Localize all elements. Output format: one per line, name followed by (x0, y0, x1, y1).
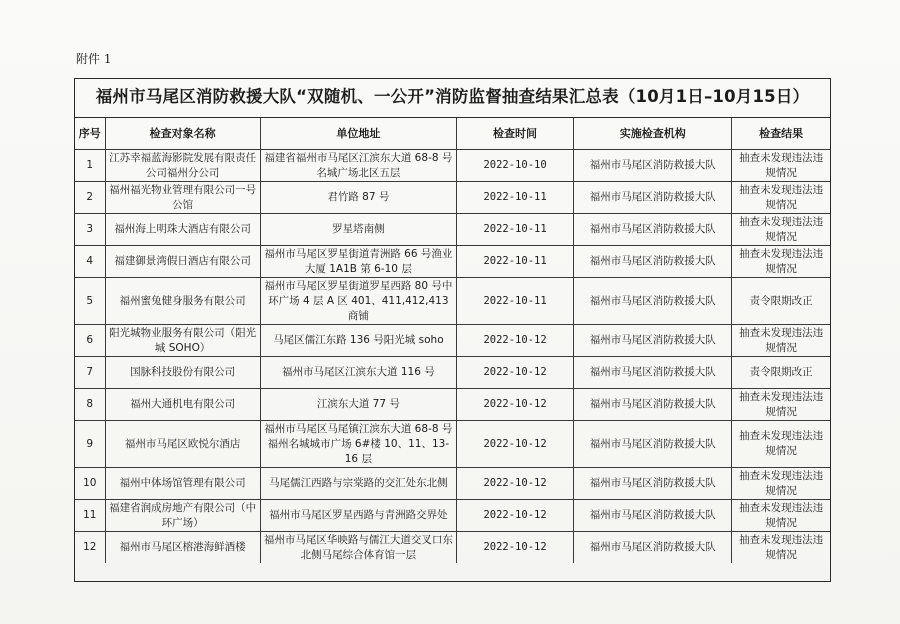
row-agency: 福州市马尾区消防救援大队 (574, 214, 732, 246)
row-object-name: 国脉科技股份有限公司 (105, 357, 260, 389)
row-serial: 11 (75, 500, 105, 532)
document-title: 福州市马尾区消防救援大队“双随机、一公开”消防监督抽查结果汇总表（10月1日–10月15日） (75, 79, 830, 118)
row-agency: 福州市马尾区消防救援大队 (574, 150, 732, 182)
row-object-name: 福州市马尾区榕港海鲜酒楼 (105, 532, 260, 564)
row-address: 江滨东大道 77 号 (260, 389, 456, 421)
row-agency: 福州市马尾区消防救援大队 (574, 500, 732, 532)
row-result: 抽查未发现违法违规情况 (732, 150, 830, 182)
row-serial: 6 (75, 325, 105, 357)
table-row (75, 278, 830, 325)
row-agency: 福州市马尾区消防救援大队 (574, 325, 732, 357)
row-serial: 1 (75, 150, 105, 182)
row-serial: 3 (75, 214, 105, 246)
table-row (75, 246, 830, 278)
table-row (75, 182, 830, 214)
row-address: 马尾儒江西路与宗棠路的交汇处东北侧 (260, 468, 456, 500)
table-row (75, 389, 830, 421)
row-object-name: 江苏幸福蓝海影院发展有限责任公司福州分公司 (105, 150, 260, 182)
row-object-name: 福州蜜兔健身服务有限公司 (105, 278, 260, 325)
row-result: 责令限期改正 (732, 357, 830, 389)
row-date: 2022-10-10 (456, 150, 573, 182)
row-agency: 福州市马尾区消防救援大队 (574, 278, 732, 325)
row-result: 抽查未发现违法违规情况 (732, 325, 830, 357)
row-date: 2022-10-12 (456, 389, 573, 421)
row-agency: 福州市马尾区消防救援大队 (574, 182, 732, 214)
row-result: 抽查未发现违法违规情况 (732, 182, 830, 214)
row-serial: 5 (75, 278, 105, 325)
row-date: 2022-10-11 (456, 278, 573, 325)
header-serial: 序号 (75, 118, 105, 150)
row-serial: 9 (75, 421, 105, 468)
row-address: 君竹路 87 号 (260, 182, 456, 214)
row-address: 福州市马尾区罗星街道罗星西路 80 号中环广场 4 层 A 区 401、411,412,413 商铺 (260, 278, 456, 325)
header-inspection-date: 检查时间 (456, 118, 573, 150)
row-serial: 2 (75, 182, 105, 214)
row-agency: 福州市马尾区消防救援大队 (574, 389, 732, 421)
table-row (75, 214, 830, 246)
row-date: 2022-10-12 (456, 421, 573, 468)
row-address: 福州市马尾区华映路与儒江大道交叉口东北侧马尾综合体育馆一层 (260, 532, 456, 564)
table-row (75, 421, 830, 468)
row-address: 福州市马尾区罗星街道青洲路 66 号渔业大厦 1A1B 第 6-10 层 (260, 246, 456, 278)
row-object-name: 福建御景湾假日酒店有限公司 (105, 246, 260, 278)
row-agency: 福州市马尾区消防救援大队 (574, 468, 732, 500)
row-object-name: 福州海上明珠大酒店有限公司 (105, 214, 260, 246)
row-serial: 12 (75, 532, 105, 564)
row-object-name: 福州市马尾区欧悦尔酒店 (105, 421, 260, 468)
row-address: 福州市马尾区罗星西路与青洲路交界处 (260, 500, 456, 532)
row-result: 责令限期改正 (732, 278, 830, 325)
row-address: 福州市马尾区江滨东大道 116 号 (260, 357, 456, 389)
table-row (75, 357, 830, 389)
row-result: 抽查未发现违法违规情况 (732, 500, 830, 532)
row-result: 抽查未发现违法违规情况 (732, 389, 830, 421)
row-address: 福州市马尾区马尾镇江滨东大道 68-8 号福州名城城市广场 6#楼 10、11、13-16 层 (260, 421, 456, 468)
summary-table-frame (74, 78, 831, 582)
row-date: 2022-10-11 (456, 246, 573, 278)
row-result: 抽查未发现违法违规情况 (732, 421, 830, 468)
table-row (75, 325, 830, 357)
row-agency: 福州市马尾区消防救援大队 (574, 532, 732, 564)
row-date: 2022-10-12 (456, 357, 573, 389)
row-address: 马尾区儒江东路 136 号阳光城 soho (260, 325, 456, 357)
row-date: 2022-10-12 (456, 532, 573, 564)
table-row (75, 500, 830, 532)
row-object-name: 阳光城物业服务有限公司（阳光城 SOHO） (105, 325, 260, 357)
row-result: 抽查未发现违法违规情况 (732, 532, 830, 564)
row-agency: 福州市马尾区消防救援大队 (574, 246, 732, 278)
row-result: 抽查未发现违法违规情况 (732, 214, 830, 246)
row-date: 2022-10-12 (456, 500, 573, 532)
header-object-name: 检查对象名称 (105, 118, 260, 150)
header-address: 单位地址 (260, 118, 456, 150)
row-object-name: 福州中体场馆管理有限公司 (105, 468, 260, 500)
table-row (75, 150, 830, 182)
row-agency: 福州市马尾区消防救援大队 (574, 357, 732, 389)
row-address: 罗星塔南侧 (260, 214, 456, 246)
row-object-name: 福州大通机电有限公司 (105, 389, 260, 421)
row-date: 2022-10-12 (456, 468, 573, 500)
row-result: 抽查未发现违法违规情况 (732, 246, 830, 278)
row-date: 2022-10-11 (456, 214, 573, 246)
row-object-name: 福州福光物业管理有限公司一号公馆 (105, 182, 260, 214)
table-header-row (75, 118, 830, 150)
attachment-label: 附件 1 (76, 52, 112, 66)
row-serial: 8 (75, 389, 105, 421)
row-result: 抽查未发现违法违规情况 (732, 468, 830, 500)
row-serial: 7 (75, 357, 105, 389)
table-row (75, 532, 830, 564)
row-object-name: 福建省润成房地产有限公司（中环广场） (105, 500, 260, 532)
header-agency: 实施检查机构 (574, 118, 732, 150)
row-agency: 福州市马尾区消防救援大队 (574, 421, 732, 468)
row-serial: 10 (75, 468, 105, 500)
row-date: 2022-10-11 (456, 182, 573, 214)
header-result: 检查结果 (732, 118, 830, 150)
table-row (75, 468, 830, 500)
row-address: 福建省福州市马尾区江滨东大道 68-8 号名城广场北区五层 (260, 150, 456, 182)
inspection-results-table (75, 118, 830, 563)
row-serial: 4 (75, 246, 105, 278)
row-date: 2022-10-12 (456, 325, 573, 357)
